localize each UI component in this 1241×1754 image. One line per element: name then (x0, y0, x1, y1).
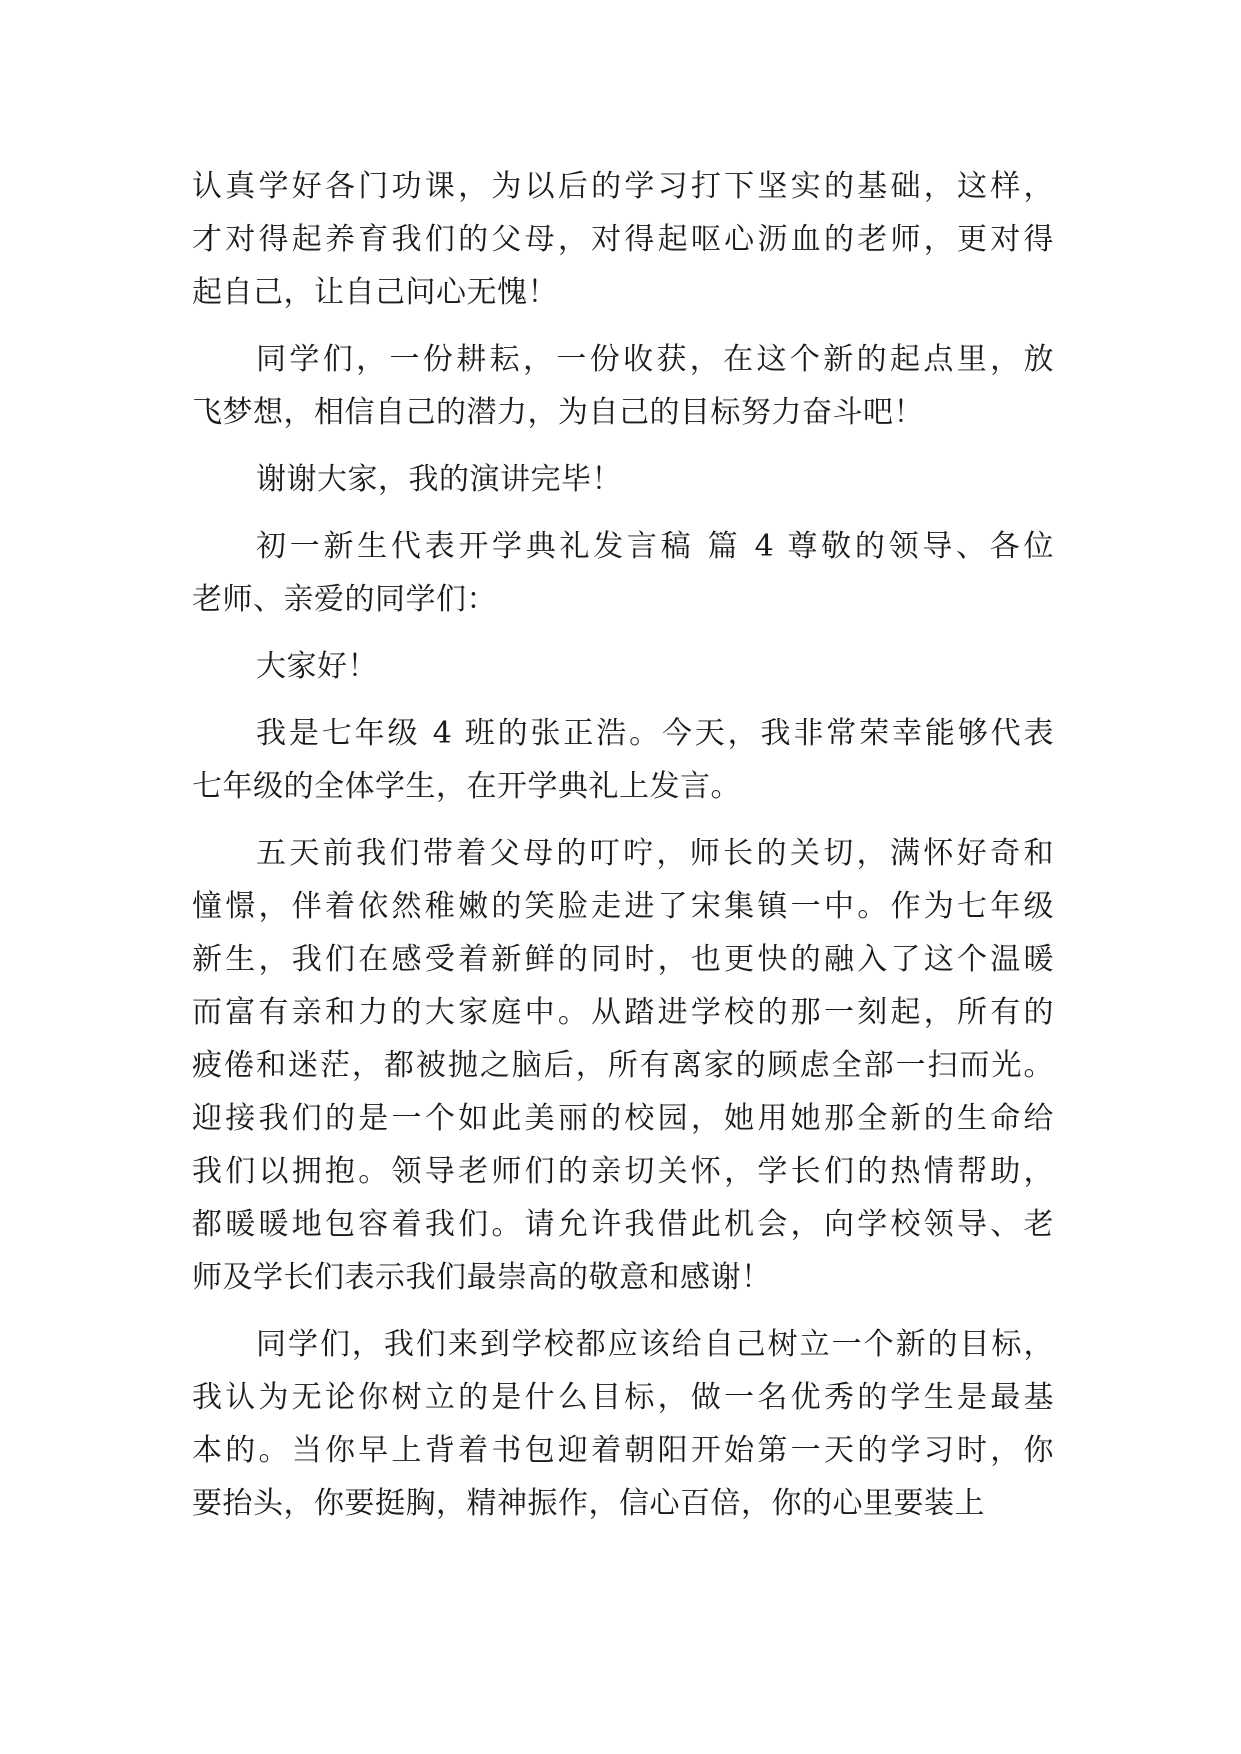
document-body (192, 160, 1054, 1530)
text-line: 迎接我们的是一个如此美丽的校园，她用她那全新的生命给 (192, 1101, 1054, 1136)
text-line: 要抬头，你要挺胸，精神振作，信心百倍，你的心里要装上 (192, 1486, 985, 1521)
text-line: 疲倦和迷茫，都被抛之脑后，所有离家的顾虑全部一扫而光。 (192, 1048, 1054, 1083)
text-line: 大家好！ (256, 649, 378, 684)
paragraph-gap (192, 319, 1054, 333)
text-line: 初一新生代表开学典礼发言稿 篇 4 尊敬的领导、各位 (256, 529, 1054, 564)
paragraph (192, 827, 1054, 1304)
text-line: 我们以拥抱。领导老师们的亲切关怀，学长们的热情帮助， (192, 1154, 1054, 1189)
text-line: 本的。当你早上背着书包迎着朝阳开始第一天的学习时，你 (192, 1433, 1054, 1468)
text-line: 飞梦想，相信自己的潜力，为自己的目标努力奋斗吧！ (192, 395, 924, 430)
paragraph-gap (192, 1304, 1054, 1318)
text-line: 起自己，让自己问心无愧！ (192, 275, 558, 310)
text-line: 我认为无论你树立的是什么目标，做一名优秀的学生是最基 (192, 1380, 1054, 1415)
text-line: 都暖暖地包容着我们。请允许我借此机会，向学校领导、老 (192, 1207, 1054, 1242)
text-line: 我是七年级 4 班的张正浩。今天，我非常荣幸能够代表 (256, 716, 1054, 751)
paragraph (192, 453, 1054, 506)
paragraph-gap (192, 626, 1054, 640)
paragraph (192, 707, 1054, 813)
text-line: 同学们，一份耕耘，一份收获，在这个新的起点里，放 (256, 342, 1054, 377)
paragraph-gap (192, 813, 1054, 827)
text-line: 憧憬，伴着依然稚嫩的笑脸走进了宋集镇一中。作为七年级 (192, 889, 1054, 924)
text-line: 认真学好各门功课，为以后的学习打下坚实的基础，这样， (192, 169, 1054, 204)
paragraph-gap (192, 506, 1054, 520)
text-line: 谢谢大家，我的演讲完毕！ (256, 462, 622, 497)
text-line: 老师、亲爱的同学们： (192, 582, 497, 617)
paragraph (192, 1318, 1054, 1530)
text-line: 才对得起养育我们的父母，对得起呕心沥血的老师，更对得 (192, 222, 1054, 257)
text-line: 同学们，我们来到学校都应该给自己树立一个新的目标， (256, 1327, 1054, 1362)
text-line: 而富有亲和力的大家庭中。从踏进学校的那一刻起，所有的 (192, 995, 1054, 1030)
paragraph (192, 333, 1054, 439)
paragraph (192, 640, 1054, 693)
paragraph-gap (192, 439, 1054, 453)
text-line: 七年级的全体学生，在开学典礼上发言。 (192, 769, 741, 804)
text-line: 新生，我们在感受着新鲜的同时，也更快的融入了这个温暖 (192, 942, 1054, 977)
text-line: 师及学长们表示我们最崇高的敬意和感谢！ (192, 1260, 772, 1295)
paragraph (192, 160, 1054, 319)
paragraph-gap (192, 693, 1054, 707)
text-line: 五天前我们带着父母的叮咛，师长的关切，满怀好奇和 (256, 836, 1054, 871)
paragraph (192, 520, 1054, 626)
